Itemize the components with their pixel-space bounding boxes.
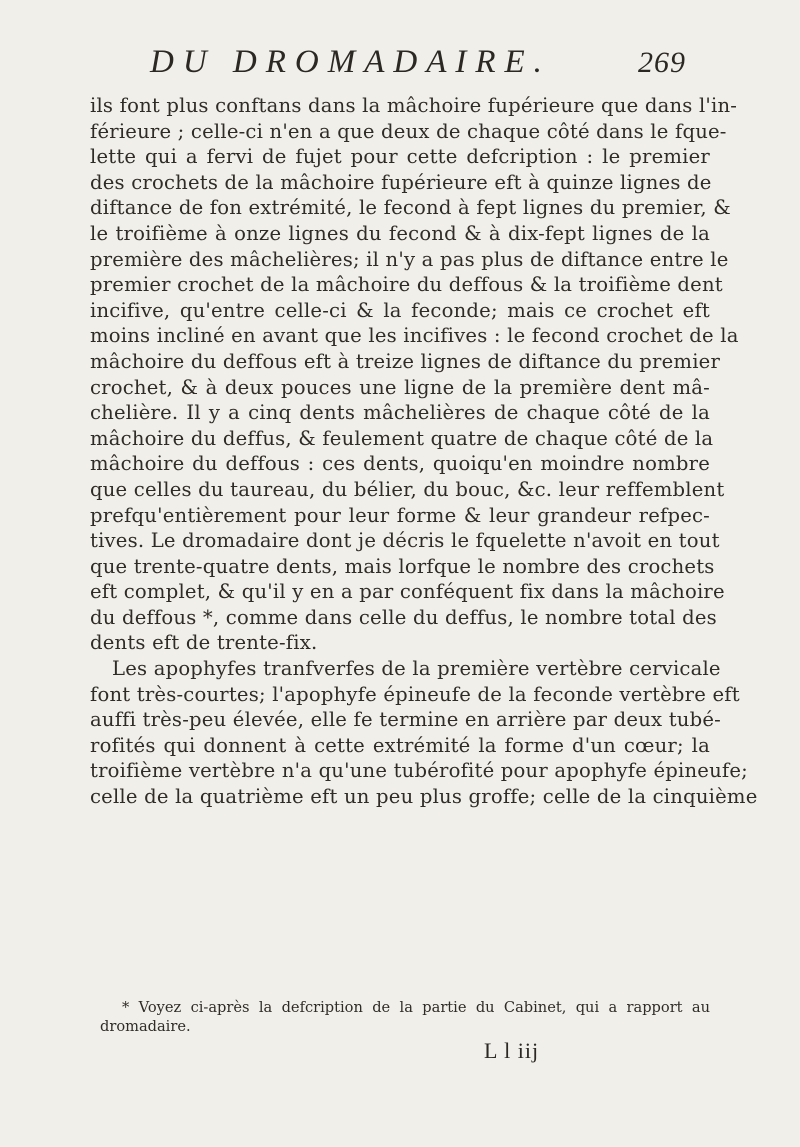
footnote: [100, 998, 710, 1036]
text-line: que trente-quatre dents, mais lorfque le nombre des crochets: [90, 554, 715, 578]
text-line: première des mâchelières; il n'y a pas plus de diftance entre le: [90, 247, 729, 271]
text-line: mâchoire du deffous eft à treize lignes de diftance du premier: [90, 349, 721, 373]
text-line: mâchoire du deffus, & feulement quatre de chaque côté de la: [90, 426, 714, 450]
text-line: celle de la quatrième eft un peu plus groffe; celle de la cinquième: [90, 785, 758, 809]
text-line: dents eft de trente-fix.: [90, 631, 318, 655]
running-head-title: DU DROMADAIRE.: [150, 44, 551, 80]
text-line: moins incliné en avant que les incifives : le fecond crochet de la: [90, 324, 739, 348]
body-text: [90, 93, 758, 810]
paragraph-1: [90, 93, 739, 656]
text-line: tives. Le dromadaire dont je décris le fquelette n'avoit en tout: [90, 529, 720, 553]
text-line: eft complet, & qu'il y en a par conféquent fix dans la mâchoire: [90, 580, 725, 604]
text-line: chelière. Il y a cinq dents mâchelières de chaque côté de la: [90, 401, 710, 425]
text-line: premier crochet de la mâchoire du deffous & la troifième dent: [90, 273, 723, 297]
text-line: ils font plus conftans dans la mâchoire fupérieure que dans l'in-: [90, 94, 738, 117]
text-line: font très-courtes; l'apophyfe épineufe de la feconde vertèbre eft: [90, 682, 740, 706]
text-line: que celles du taureau, du bélier, du bouc, &c. leur reffemblent: [90, 477, 725, 501]
text-line: prefqu'entièrement pour leur forme & leur grandeur refpec-: [90, 503, 710, 527]
text-line: le troifième à onze lignes du fecond & à dix-fept lignes de la: [90, 221, 710, 245]
text-line: troifième vertèbre n'a qu'une tubérofité pour apophyfe épineufe;: [90, 759, 748, 783]
footnote-line: dromadaire.: [100, 1018, 191, 1035]
text-line: des crochets de la mâchoire fupérieure eft à quinze lignes de: [90, 170, 712, 194]
text-line: rofités qui donnent à cette extrémité la forme d'un cœur; la: [90, 733, 710, 757]
page-number: 269: [638, 46, 686, 79]
paragraph-2: [90, 656, 758, 810]
text-line: auffi très-peu élevée, elle fe termine en arrière par deux tubé-: [90, 708, 721, 732]
footnote-line: * Voyez ci-après la defcription de la partie du Cabinet, qui a rapport au: [122, 999, 710, 1016]
text-line: férieure ; celle-ci n'en a que deux de chaque côté dans le fque-: [90, 119, 727, 143]
text-line: lette qui a fervi de fujet pour cette defcription : le premier: [90, 145, 710, 169]
text-line: incifive, qu'entre celle-ci & la feconde; mais ce crochet eft: [90, 298, 710, 322]
text-line: diftance de fon extrémité, le fecond à fept lignes du premier, &: [90, 196, 731, 220]
text-line: du deffous *, comme dans celle du deffus, le nombre total des: [90, 605, 717, 629]
running-head: [100, 44, 700, 94]
text-line: Les apophyfes tranfverfes de la première vertèbre cervicale: [112, 657, 721, 681]
text-line: mâchoire du deffous : ces dents, quoiqu'en moindre nombre: [90, 452, 710, 476]
text-line: crochet, & à deux pouces une ligne de la première dent mâ-: [90, 375, 710, 399]
signature-mark: L l iij: [484, 1038, 540, 1063]
